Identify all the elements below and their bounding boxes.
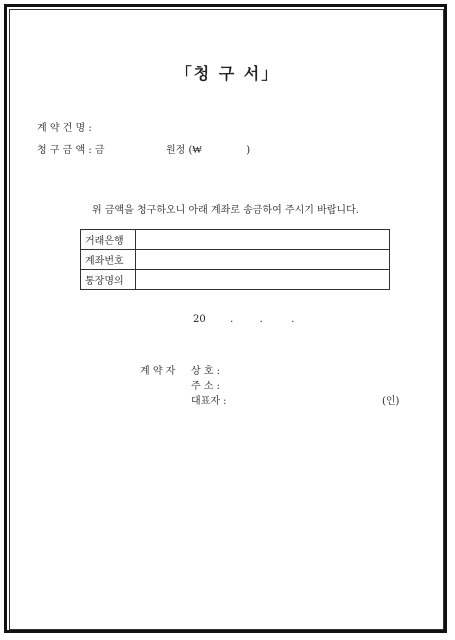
company-label: 상 호 : (191, 366, 221, 377)
document-title: 「청 구 서」 (175, 64, 280, 83)
date-sep-3: . (291, 314, 295, 325)
date-line (193, 314, 294, 325)
won-amount (166, 141, 250, 156)
date-year: 20 (193, 314, 206, 325)
seal-label: (인) (382, 396, 400, 407)
account-number-value (136, 250, 390, 270)
address-label: 주 소 : (191, 381, 221, 392)
account-holder-label: 통장명의 (81, 270, 136, 290)
table-row (81, 230, 390, 250)
date-sep-2: . (259, 314, 263, 325)
won-label: 원정 (₩ (166, 145, 202, 156)
claim-amount-label: 청 구 금 액 : 금 (37, 145, 105, 156)
won-close: ) (246, 145, 251, 156)
request-text: 위 금액을 청구하오니 아래 계좌로 송금하여 주시기 바랍니다. (92, 205, 359, 216)
account-table (80, 229, 390, 290)
contractor-label: 계 약 자 (140, 366, 176, 377)
account-number-label: 계좌번호 (81, 250, 136, 270)
date-sep-1: . (230, 314, 234, 325)
bank-value (136, 230, 390, 250)
account-holder-value (136, 270, 390, 290)
table-row (81, 250, 390, 270)
claim-amount-row (37, 141, 105, 156)
contract-name-label: 계 약 건 명 : (37, 123, 92, 134)
bank-label: 거래은행 (81, 230, 136, 250)
representative-label: 대표자 : (191, 396, 227, 407)
table-row (81, 270, 390, 290)
